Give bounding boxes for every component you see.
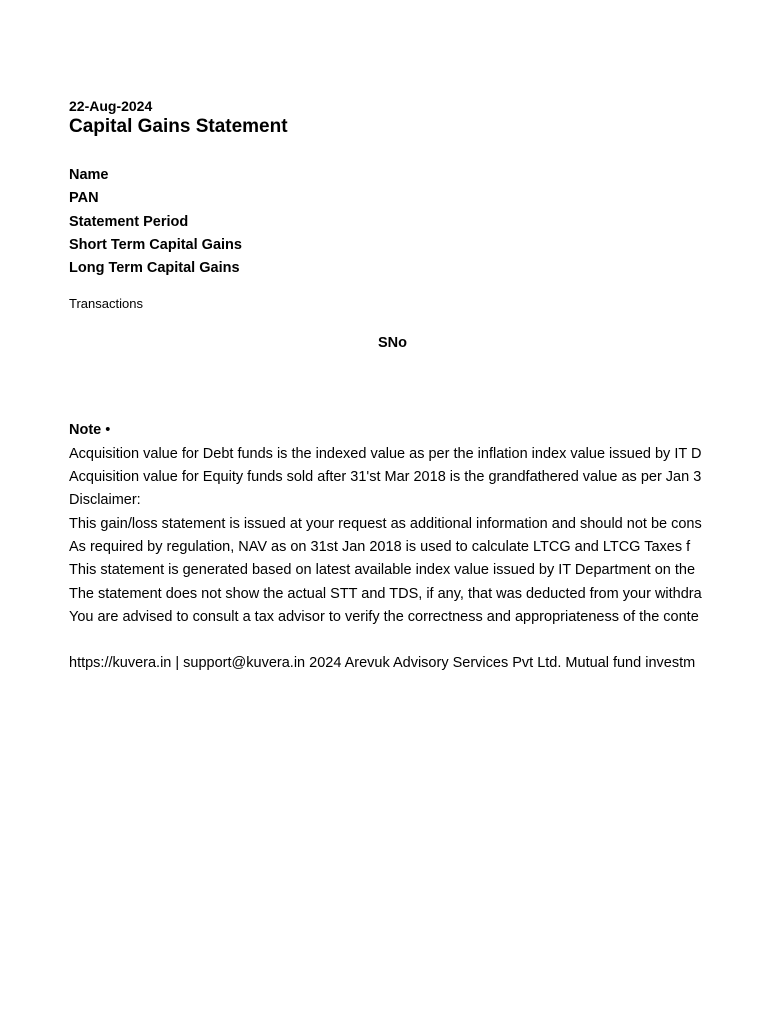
disclaimer-line-stt-tds: The statement does not show the actual STT and TDS, if any, that was deducted from your withdra	[69, 585, 702, 602]
note-heading	[69, 419, 719, 442]
summary-label-statement-period: Statement Period	[69, 213, 189, 230]
page-title: Capital Gains Statement	[69, 116, 288, 137]
transactions-heading: Transactions	[69, 296, 143, 312]
disclaimer-line-tax-advisor: You are advised to consult a tax advisor to verify the correctness and appropriateness of the conte	[69, 608, 699, 625]
summary-label-pan: PAN	[69, 190, 99, 207]
column-header-sno: SNo	[378, 335, 407, 352]
summary-label-name: Name	[69, 167, 109, 183]
summary-label-long-term-gains: Long Term Capital Gains	[69, 260, 240, 277]
summary-section	[69, 164, 719, 280]
disclaimer-line-request: This gain/loss statement is issued at your request as additional information and should not be cons	[69, 515, 702, 532]
disclaimer-line-index-value: This statement is generated based on latest available index value issued by IT Department on the	[69, 562, 696, 579]
disclaimer-heading: Disclaimer:	[69, 492, 141, 509]
note-line-equity-acquisition: Acquisition value for Equity funds sold after 31'st Mar 2018 is the grandfathered value as per Jan 3	[69, 469, 702, 486]
note-label: Note	[69, 422, 102, 439]
transactions-table-header	[69, 332, 719, 354]
disclaimer-line-nav: As required by regulation, NAV as on 31st Jan 2018 is used to calculate LTCG and LTCG Taxes f	[69, 538, 691, 555]
summary-label-short-term-gains: Short Term Capital Gains	[69, 236, 242, 253]
footer-text: https://kuvera.in | support@kuvera.in 2024 Arevuk Advisory Services Pvt Ltd. Mutual fund investm	[69, 655, 696, 672]
notes-section	[69, 419, 719, 629]
note-bullet: •	[105, 422, 111, 439]
statement-date: 22-Aug-2024	[69, 98, 153, 114]
statement-page	[69, 96, 719, 675]
note-line-debt-acquisition: Acquisition value for Debt funds is the indexed value as per the inflation index value issued by IT D	[69, 445, 702, 462]
